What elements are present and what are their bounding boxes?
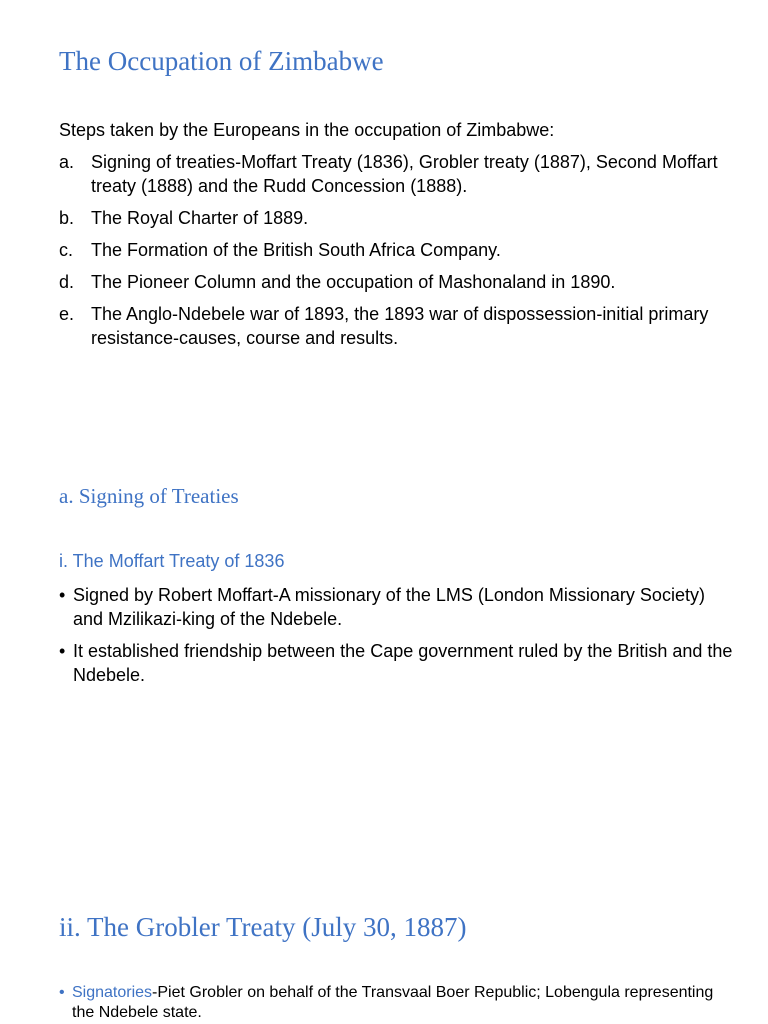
- section-heading-grobler-treaty: ii. The Grobler Treaty (July 30, 1887): [59, 912, 467, 942]
- list-item-text: The Royal Charter of 1889.: [91, 208, 309, 228]
- bullet-icon: •: [59, 984, 65, 1001]
- list-item-text: Signing of treaties-Moffart Treaty (1836), Grobler treaty (1887), Second Moffart treaty (1888) and the Rudd Concession (1888).: [91, 152, 718, 196]
- subheading-moffart-treaty: i. The Moffart Treaty of 1836: [59, 551, 285, 571]
- list-item: [59, 238, 739, 262]
- list-item-text: -Piet Grobler on behalf of the Transvaal Boer Republic; Lobengula representing the Ndebele state.: [72, 984, 714, 1021]
- intro-text: Steps taken by the Europeans in the occupation of Zimbabwe:: [59, 120, 555, 140]
- signatories-label: Signatories: [72, 984, 153, 1001]
- list-item: [59, 270, 739, 294]
- list-item-text: The Formation of the British South Africa Company.: [91, 240, 501, 260]
- list-item: [59, 983, 739, 1023]
- list-marker: d.: [59, 272, 75, 292]
- bullet-icon: •: [59, 585, 66, 605]
- list-item: [59, 302, 739, 350]
- page-title: The Occupation of Zimbabwe: [59, 46, 384, 76]
- steps-list: [59, 150, 739, 358]
- list-item-text: The Pioneer Column and the occupation of Mashonaland in 1890.: [91, 272, 616, 292]
- list-item: [59, 206, 739, 230]
- list-item: [59, 583, 739, 631]
- list-item-text: It established friendship between the Cape government ruled by the British and the Ndebele.: [73, 641, 733, 685]
- list-item: [59, 639, 739, 687]
- bullet-icon: •: [59, 641, 66, 661]
- bullet-list: [59, 983, 739, 1023]
- list-item: [59, 150, 739, 198]
- list-marker: c.: [59, 240, 74, 260]
- list-item-text: The Anglo-Ndebele war of 1893, the 1893 war of dispossession-initial primary resistance-causes, course and results.: [91, 304, 709, 348]
- bullet-list: [59, 583, 739, 695]
- list-marker: b.: [59, 208, 75, 228]
- list-item-text: Signed by Robert Moffart-A missionary of the LMS (London Missionary Society) and Mzilikazi-king of the Ndebele.: [73, 585, 705, 629]
- list-marker: e.: [59, 304, 75, 324]
- list-marker: a.: [59, 152, 75, 172]
- section-heading-treaties: a. Signing of Treaties: [59, 484, 239, 508]
